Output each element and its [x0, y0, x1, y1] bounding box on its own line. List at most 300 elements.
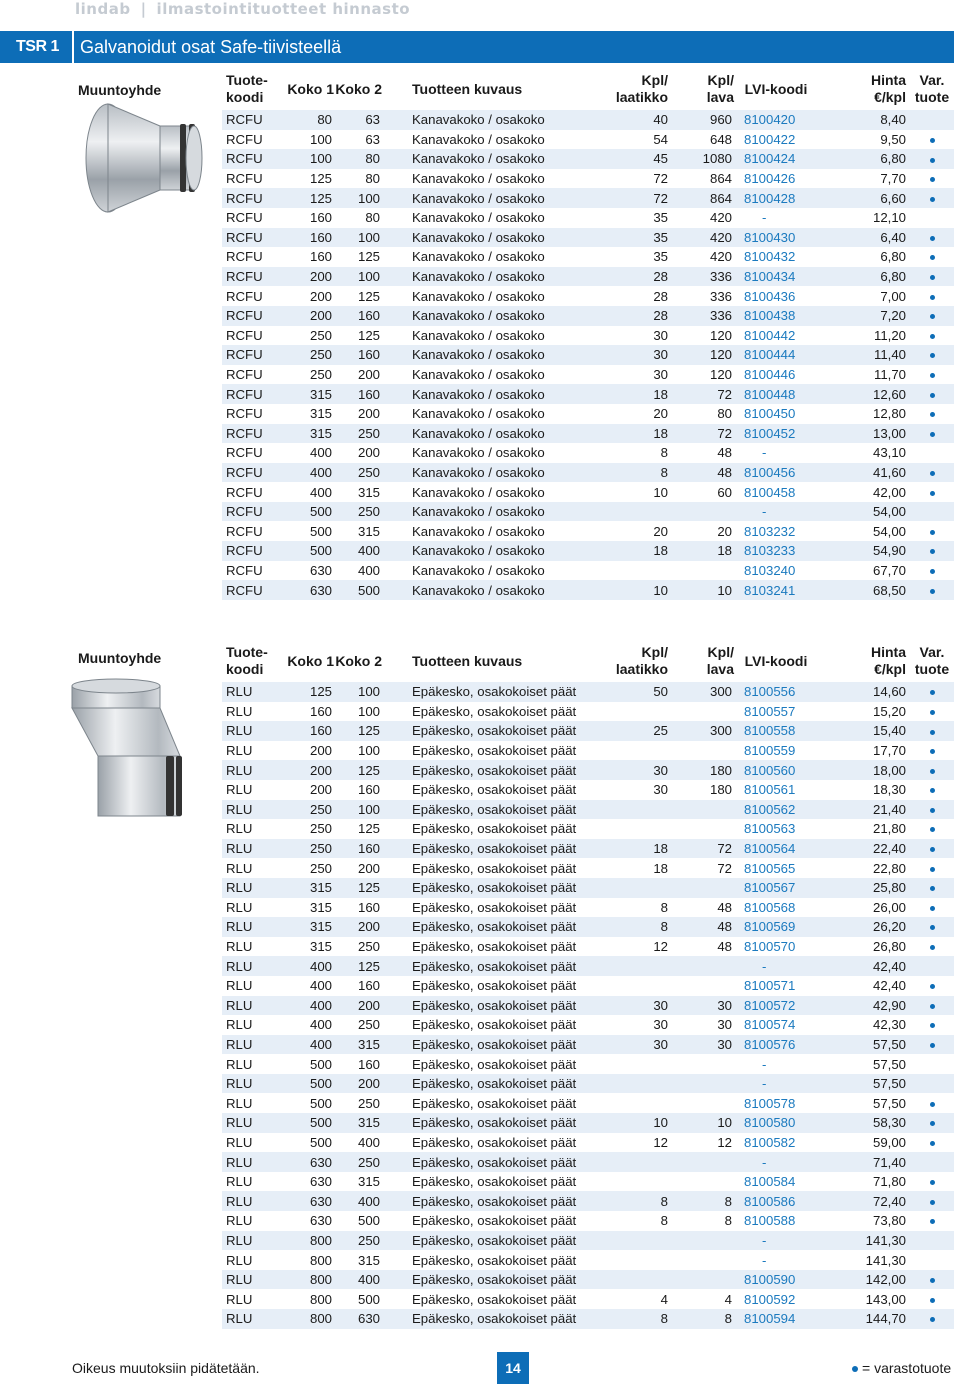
product-code: RLU: [222, 996, 284, 1016]
description: Epäkesko, osakokoiset päät: [382, 800, 600, 820]
stock-indicator: [910, 1309, 954, 1329]
stock-indicator: [910, 839, 954, 859]
qty-pallet: 30: [678, 1035, 734, 1055]
stock-legend: [852, 1360, 951, 1376]
qty-pallet: [678, 878, 734, 898]
table-row: [222, 878, 954, 898]
unit-price: 42,40: [818, 976, 910, 996]
unit-price: 15,40: [818, 721, 910, 741]
size-1: 200: [284, 306, 334, 326]
size-2: 200: [334, 996, 382, 1016]
product-code: RLU: [222, 819, 284, 839]
size-2: 500: [334, 1211, 382, 1231]
qty-pallet: 420: [678, 208, 734, 228]
unit-price: 18,00: [818, 760, 910, 780]
unit-price: 9,50: [818, 130, 910, 150]
product-code: RCFU: [222, 208, 284, 228]
col-header-koko2: Koko 2: [335, 80, 382, 97]
unit-price: 22,40: [818, 839, 910, 859]
size-2: 160: [334, 976, 382, 996]
lvi-code: 8100588: [734, 1211, 818, 1231]
stock-indicator: [910, 443, 954, 463]
size-2: 315: [334, 1113, 382, 1133]
unit-price: 12,80: [818, 404, 910, 424]
table-row: [222, 1309, 954, 1329]
stock-indicator: [910, 898, 954, 918]
description: Kanavakoko / osakoko: [382, 482, 600, 502]
qty-box: 20: [600, 404, 678, 424]
lvi-code: 8100586: [734, 1191, 818, 1211]
description: Kanavakoko / osakoko: [382, 188, 600, 208]
product-code: RLU: [222, 858, 284, 878]
table-row: [222, 800, 954, 820]
product-code: RCFU: [222, 384, 284, 404]
product-code: RCFU: [222, 345, 284, 365]
stock-dot-icon: [930, 1102, 935, 1107]
table-row: [222, 937, 954, 957]
stock-indicator: [910, 267, 954, 287]
product-code: RLU: [222, 1035, 284, 1055]
size-2: 100: [334, 228, 382, 248]
size-1: 315: [284, 404, 334, 424]
qty-pallet: 120: [678, 326, 734, 346]
qty-box: [600, 976, 678, 996]
description: Epäkesko, osakokoiset päät: [382, 956, 600, 976]
lvi-code: 8100438: [734, 306, 818, 326]
stock-indicator: [910, 858, 954, 878]
col-header-variant: Var. tuote: [914, 72, 950, 105]
size-2: 250: [334, 502, 382, 522]
lvi-code: -: [734, 1250, 818, 1270]
description: Epäkesko, osakokoiset päät: [382, 702, 600, 722]
unit-price: 141,30: [818, 1250, 910, 1270]
description: Epäkesko, osakokoiset päät: [382, 1309, 600, 1329]
lvi-code: 8100584: [734, 1172, 818, 1192]
size-1: 800: [284, 1289, 334, 1309]
size-1: 800: [284, 1309, 334, 1329]
qty-pallet: 864: [678, 169, 734, 189]
rlu-price-table: [222, 640, 954, 1329]
qty-box: 30: [600, 1015, 678, 1035]
block-label: Muuntoyhde: [78, 650, 162, 666]
header-separator: |: [140, 0, 147, 18]
description: Epäkesko, osakokoiset päät: [382, 1133, 600, 1153]
qty-box: 28: [600, 267, 678, 287]
lvi-code: 8100434: [734, 267, 818, 287]
qty-box: 35: [600, 228, 678, 248]
qty-box: [600, 1093, 678, 1113]
size-1: 500: [284, 1133, 334, 1153]
qty-box: 8: [600, 443, 678, 463]
unit-price: 57,50: [818, 1074, 910, 1094]
stock-indicator: [910, 996, 954, 1016]
description: Epäkesko, osakokoiset päät: [382, 1191, 600, 1211]
lvi-code: 8100436: [734, 286, 818, 306]
size-2: 125: [334, 819, 382, 839]
product-code: RLU: [222, 976, 284, 996]
size-2: 125: [334, 286, 382, 306]
product-code: RCFU: [222, 247, 284, 267]
qty-pallet: [678, 1074, 734, 1094]
description: Epäkesko, osakokoiset päät: [382, 1113, 600, 1133]
size-1: 160: [284, 702, 334, 722]
stock-indicator: [910, 702, 954, 722]
size-2: 100: [334, 267, 382, 287]
table-row: [222, 580, 954, 600]
table-row: [222, 110, 954, 130]
size-2: 100: [334, 741, 382, 761]
stock-dot-icon: [930, 1219, 935, 1224]
qty-box: 50: [600, 682, 678, 702]
qty-pallet: 648: [678, 130, 734, 150]
qty-pallet: [678, 1152, 734, 1172]
size-2: 200: [334, 858, 382, 878]
size-2: 125: [334, 247, 382, 267]
page-footer: [0, 1350, 960, 1386]
stock-dot-icon: [930, 295, 935, 300]
qty-pallet: 300: [678, 721, 734, 741]
table-row: [222, 1054, 954, 1074]
qty-pallet: 18: [678, 541, 734, 561]
stock-indicator: [910, 580, 954, 600]
description: Kanavakoko / osakoko: [382, 306, 600, 326]
col-header-laatikko: Kpl/ laatikko: [615, 644, 668, 677]
size-2: 160: [334, 384, 382, 404]
col-header-koko1: Koko 1: [287, 652, 334, 669]
stock-dot-icon: [930, 334, 935, 339]
table-row: [222, 1074, 954, 1094]
qty-pallet: 48: [678, 937, 734, 957]
size-1: 125: [284, 169, 334, 189]
size-2: 250: [334, 937, 382, 957]
stock-dot-icon: [930, 827, 935, 832]
unit-price: 7,00: [818, 286, 910, 306]
col-header-lava: Kpl/ lava: [706, 644, 734, 677]
lvi-code: -: [734, 208, 818, 228]
qty-box: 30: [600, 996, 678, 1016]
size-1: 315: [284, 898, 334, 918]
size-1: 125: [284, 188, 334, 208]
unit-price: 73,80: [818, 1211, 910, 1231]
stock-dot-icon: [930, 373, 935, 378]
stock-indicator: [910, 169, 954, 189]
description: Kanavakoko / osakoko: [382, 463, 600, 483]
stock-dot-icon: [930, 749, 935, 754]
size-2: 250: [334, 424, 382, 444]
size-2: 315: [334, 1172, 382, 1192]
table-row: [222, 1250, 954, 1270]
table-row: [222, 917, 954, 937]
size-1: 800: [284, 1270, 334, 1290]
description: Epäkesko, osakokoiset päät: [382, 898, 600, 918]
unit-price: 14,60: [818, 682, 910, 702]
lvi-code: 8100450: [734, 404, 818, 424]
description: Epäkesko, osakokoiset päät: [382, 1270, 600, 1290]
product-code: RLU: [222, 1172, 284, 1192]
size-1: 160: [284, 228, 334, 248]
size-2: 315: [334, 1035, 382, 1055]
stock-indicator: [910, 463, 954, 483]
size-2: 400: [334, 1270, 382, 1290]
size-2: 400: [334, 1133, 382, 1153]
table-row: [222, 721, 954, 741]
unit-price: 143,00: [818, 1289, 910, 1309]
product-code: RLU: [222, 1074, 284, 1094]
stock-indicator: [910, 384, 954, 404]
unit-price: 54,00: [818, 521, 910, 541]
stock-dot-icon: [930, 1200, 935, 1205]
qty-box: 12: [600, 937, 678, 957]
product-code: RLU: [222, 760, 284, 780]
stock-dot-icon: [930, 730, 935, 735]
table-row: [222, 702, 954, 722]
size-2: 100: [334, 188, 382, 208]
description: Kanavakoko / osakoko: [382, 502, 600, 522]
lvi-code: 8100444: [734, 345, 818, 365]
stock-indicator: [910, 149, 954, 169]
table-row: [222, 1231, 954, 1251]
size-1: 500: [284, 1093, 334, 1113]
size-2: 160: [334, 780, 382, 800]
lvi-code: 8100576: [734, 1035, 818, 1055]
size-1: 160: [284, 247, 334, 267]
size-2: 125: [334, 326, 382, 346]
table-header-row: [222, 640, 954, 682]
product-code: RCFU: [222, 326, 284, 346]
stock-indicator: [910, 1113, 954, 1133]
lvi-code: 8100567: [734, 878, 818, 898]
product-code: RCFU: [222, 521, 284, 541]
lvi-code: 8100582: [734, 1133, 818, 1153]
product-code: RLU: [222, 839, 284, 859]
product-code: RLU: [222, 721, 284, 741]
qty-pallet: 10: [678, 1113, 734, 1133]
unit-price: 7,20: [818, 306, 910, 326]
stock-dot-icon: [930, 1317, 935, 1322]
stock-indicator: [910, 306, 954, 326]
stock-dot-icon: [930, 1023, 935, 1028]
qty-pallet: 180: [678, 760, 734, 780]
description: Epäkesko, osakokoiset päät: [382, 1015, 600, 1035]
stock-indicator: [910, 404, 954, 424]
qty-box: 72: [600, 169, 678, 189]
stock-indicator: [910, 365, 954, 385]
description: Epäkesko, osakokoiset päät: [382, 1289, 600, 1309]
qty-pallet: [678, 1231, 734, 1251]
stock-indicator: [910, 1211, 954, 1231]
stock-indicator: [910, 1093, 954, 1113]
qty-box: [600, 1250, 678, 1270]
lvi-code: 8100580: [734, 1113, 818, 1133]
qty-pallet: 8: [678, 1211, 734, 1231]
unit-price: 67,70: [818, 561, 910, 581]
size-2: 80: [334, 149, 382, 169]
size-2: 500: [334, 580, 382, 600]
qty-box: [600, 800, 678, 820]
product-code: RCFU: [222, 580, 284, 600]
lvi-code: 8100428: [734, 188, 818, 208]
stock-dot-icon: [930, 549, 935, 554]
size-1: 200: [284, 780, 334, 800]
table-row: [222, 839, 954, 859]
qty-box: 20: [600, 521, 678, 541]
stock-indicator: [910, 760, 954, 780]
description: Kanavakoko / osakoko: [382, 345, 600, 365]
stock-indicator: [910, 502, 954, 522]
stock-dot-icon: [930, 1121, 935, 1126]
unit-price: 59,00: [818, 1133, 910, 1153]
size-1: 125: [284, 682, 334, 702]
lvi-code: 8100446: [734, 365, 818, 385]
qty-box: [600, 502, 678, 522]
qty-pallet: 120: [678, 365, 734, 385]
qty-pallet: 4: [678, 1289, 734, 1309]
size-2: 315: [334, 521, 382, 541]
stock-dot-icon: [930, 769, 935, 774]
table-row: [222, 306, 954, 326]
size-2: 315: [334, 1250, 382, 1270]
table-row: [222, 149, 954, 169]
table-row: [222, 561, 954, 581]
qty-pallet: 72: [678, 384, 734, 404]
qty-box: [600, 1231, 678, 1251]
size-2: 63: [334, 130, 382, 150]
table-row: [222, 365, 954, 385]
lvi-code: 8103241: [734, 580, 818, 600]
stock-dot-icon: [930, 393, 935, 398]
size-2: 400: [334, 1191, 382, 1211]
table-row: [222, 384, 954, 404]
qty-pallet: 336: [678, 306, 734, 326]
lvi-code: 8100556: [734, 682, 818, 702]
unit-price: 71,40: [818, 1152, 910, 1172]
unit-price: 26,80: [818, 937, 910, 957]
qty-pallet: 12: [678, 1133, 734, 1153]
table-row: [222, 208, 954, 228]
stock-dot-icon: [930, 530, 935, 535]
qty-box: 28: [600, 306, 678, 326]
description: Epäkesko, osakokoiset päät: [382, 760, 600, 780]
unit-price: 22,80: [818, 858, 910, 878]
size-2: 125: [334, 956, 382, 976]
unit-price: 26,00: [818, 898, 910, 918]
size-1: 200: [284, 286, 334, 306]
stock-dot-icon: [930, 412, 935, 417]
product-code: RLU: [222, 1015, 284, 1035]
table-row: [222, 463, 954, 483]
description: Kanavakoko / osakoko: [382, 404, 600, 424]
col-header-lava: Kpl/ lava: [706, 72, 734, 105]
qty-pallet: 120: [678, 345, 734, 365]
table-row: [222, 1270, 954, 1290]
stock-indicator: [910, 780, 954, 800]
lvi-code: 8103233: [734, 541, 818, 561]
unit-price: 72,40: [818, 1191, 910, 1211]
product-code: RLU: [222, 937, 284, 957]
table-row: [222, 1191, 954, 1211]
legend-label: = varastotuote: [862, 1360, 952, 1376]
qty-box: 30: [600, 1035, 678, 1055]
table-row: [222, 169, 954, 189]
table-row: [222, 996, 954, 1016]
unit-price: 42,90: [818, 996, 910, 1016]
size-2: 160: [334, 839, 382, 859]
product-code: RLU: [222, 1152, 284, 1172]
stock-dot-icon: [930, 236, 935, 241]
stock-dot-icon: [930, 984, 935, 989]
size-2: 200: [334, 1074, 382, 1094]
unit-price: 144,70: [818, 1309, 910, 1329]
stock-dot-icon: [930, 925, 935, 930]
size-2: 80: [334, 208, 382, 228]
description: Kanavakoko / osakoko: [382, 247, 600, 267]
qty-pallet: [678, 561, 734, 581]
section-bar: [0, 31, 960, 63]
table-row: [222, 521, 954, 541]
size-1: 500: [284, 1054, 334, 1074]
product-code: RLU: [222, 956, 284, 976]
description: Epäkesko, osakokoiset päät: [382, 937, 600, 957]
qty-pallet: 1080: [678, 149, 734, 169]
description: Kanavakoko / osakoko: [382, 326, 600, 346]
unit-price: 68,50: [818, 580, 910, 600]
size-1: 200: [284, 741, 334, 761]
product-code: RCFU: [222, 482, 284, 502]
qty-box: [600, 1054, 678, 1074]
size-1: 315: [284, 917, 334, 937]
description: Epäkesko, osakokoiset päät: [382, 1250, 600, 1270]
table-row: [222, 1211, 954, 1231]
description: Epäkesko, osakokoiset päät: [382, 1172, 600, 1192]
table-row: [222, 482, 954, 502]
unit-price: 141,30: [818, 1231, 910, 1251]
size-2: 500: [334, 1289, 382, 1309]
qty-pallet: 300: [678, 682, 734, 702]
description: Kanavakoko / osakoko: [382, 228, 600, 248]
brand-name: lindab: [75, 0, 131, 18]
description: Epäkesko, osakokoiset päät: [382, 1211, 600, 1231]
product-code: RLU: [222, 780, 284, 800]
size-1: 800: [284, 1250, 334, 1270]
qty-box: 30: [600, 780, 678, 800]
qty-box: 8: [600, 1191, 678, 1211]
stock-indicator: [910, 424, 954, 444]
stock-indicator: [910, 541, 954, 561]
unit-price: 57,50: [818, 1035, 910, 1055]
qty-box: [600, 1074, 678, 1094]
description: Epäkesko, osakokoiset päät: [382, 1074, 600, 1094]
qty-pallet: 336: [678, 286, 734, 306]
description: Epäkesko, osakokoiset päät: [382, 1152, 600, 1172]
size-1: 630: [284, 1211, 334, 1231]
stock-dot-icon: [930, 491, 935, 496]
size-1: 200: [284, 760, 334, 780]
size-1: 400: [284, 996, 334, 1016]
stock-dot-icon: [930, 867, 935, 872]
size-1: 250: [284, 819, 334, 839]
stock-indicator: [910, 521, 954, 541]
size-2: 315: [334, 482, 382, 502]
lvi-code: 8100442: [734, 326, 818, 346]
size-2: 125: [334, 760, 382, 780]
description: Epäkesko, osakokoiset päät: [382, 1054, 600, 1074]
product-code: RCFU: [222, 502, 284, 522]
size-2: 200: [334, 917, 382, 937]
size-1: 315: [284, 878, 334, 898]
col-header-lvi: LVI-koodi: [744, 80, 808, 97]
lvi-code: 8100565: [734, 858, 818, 878]
lvi-code: 8100574: [734, 1015, 818, 1035]
